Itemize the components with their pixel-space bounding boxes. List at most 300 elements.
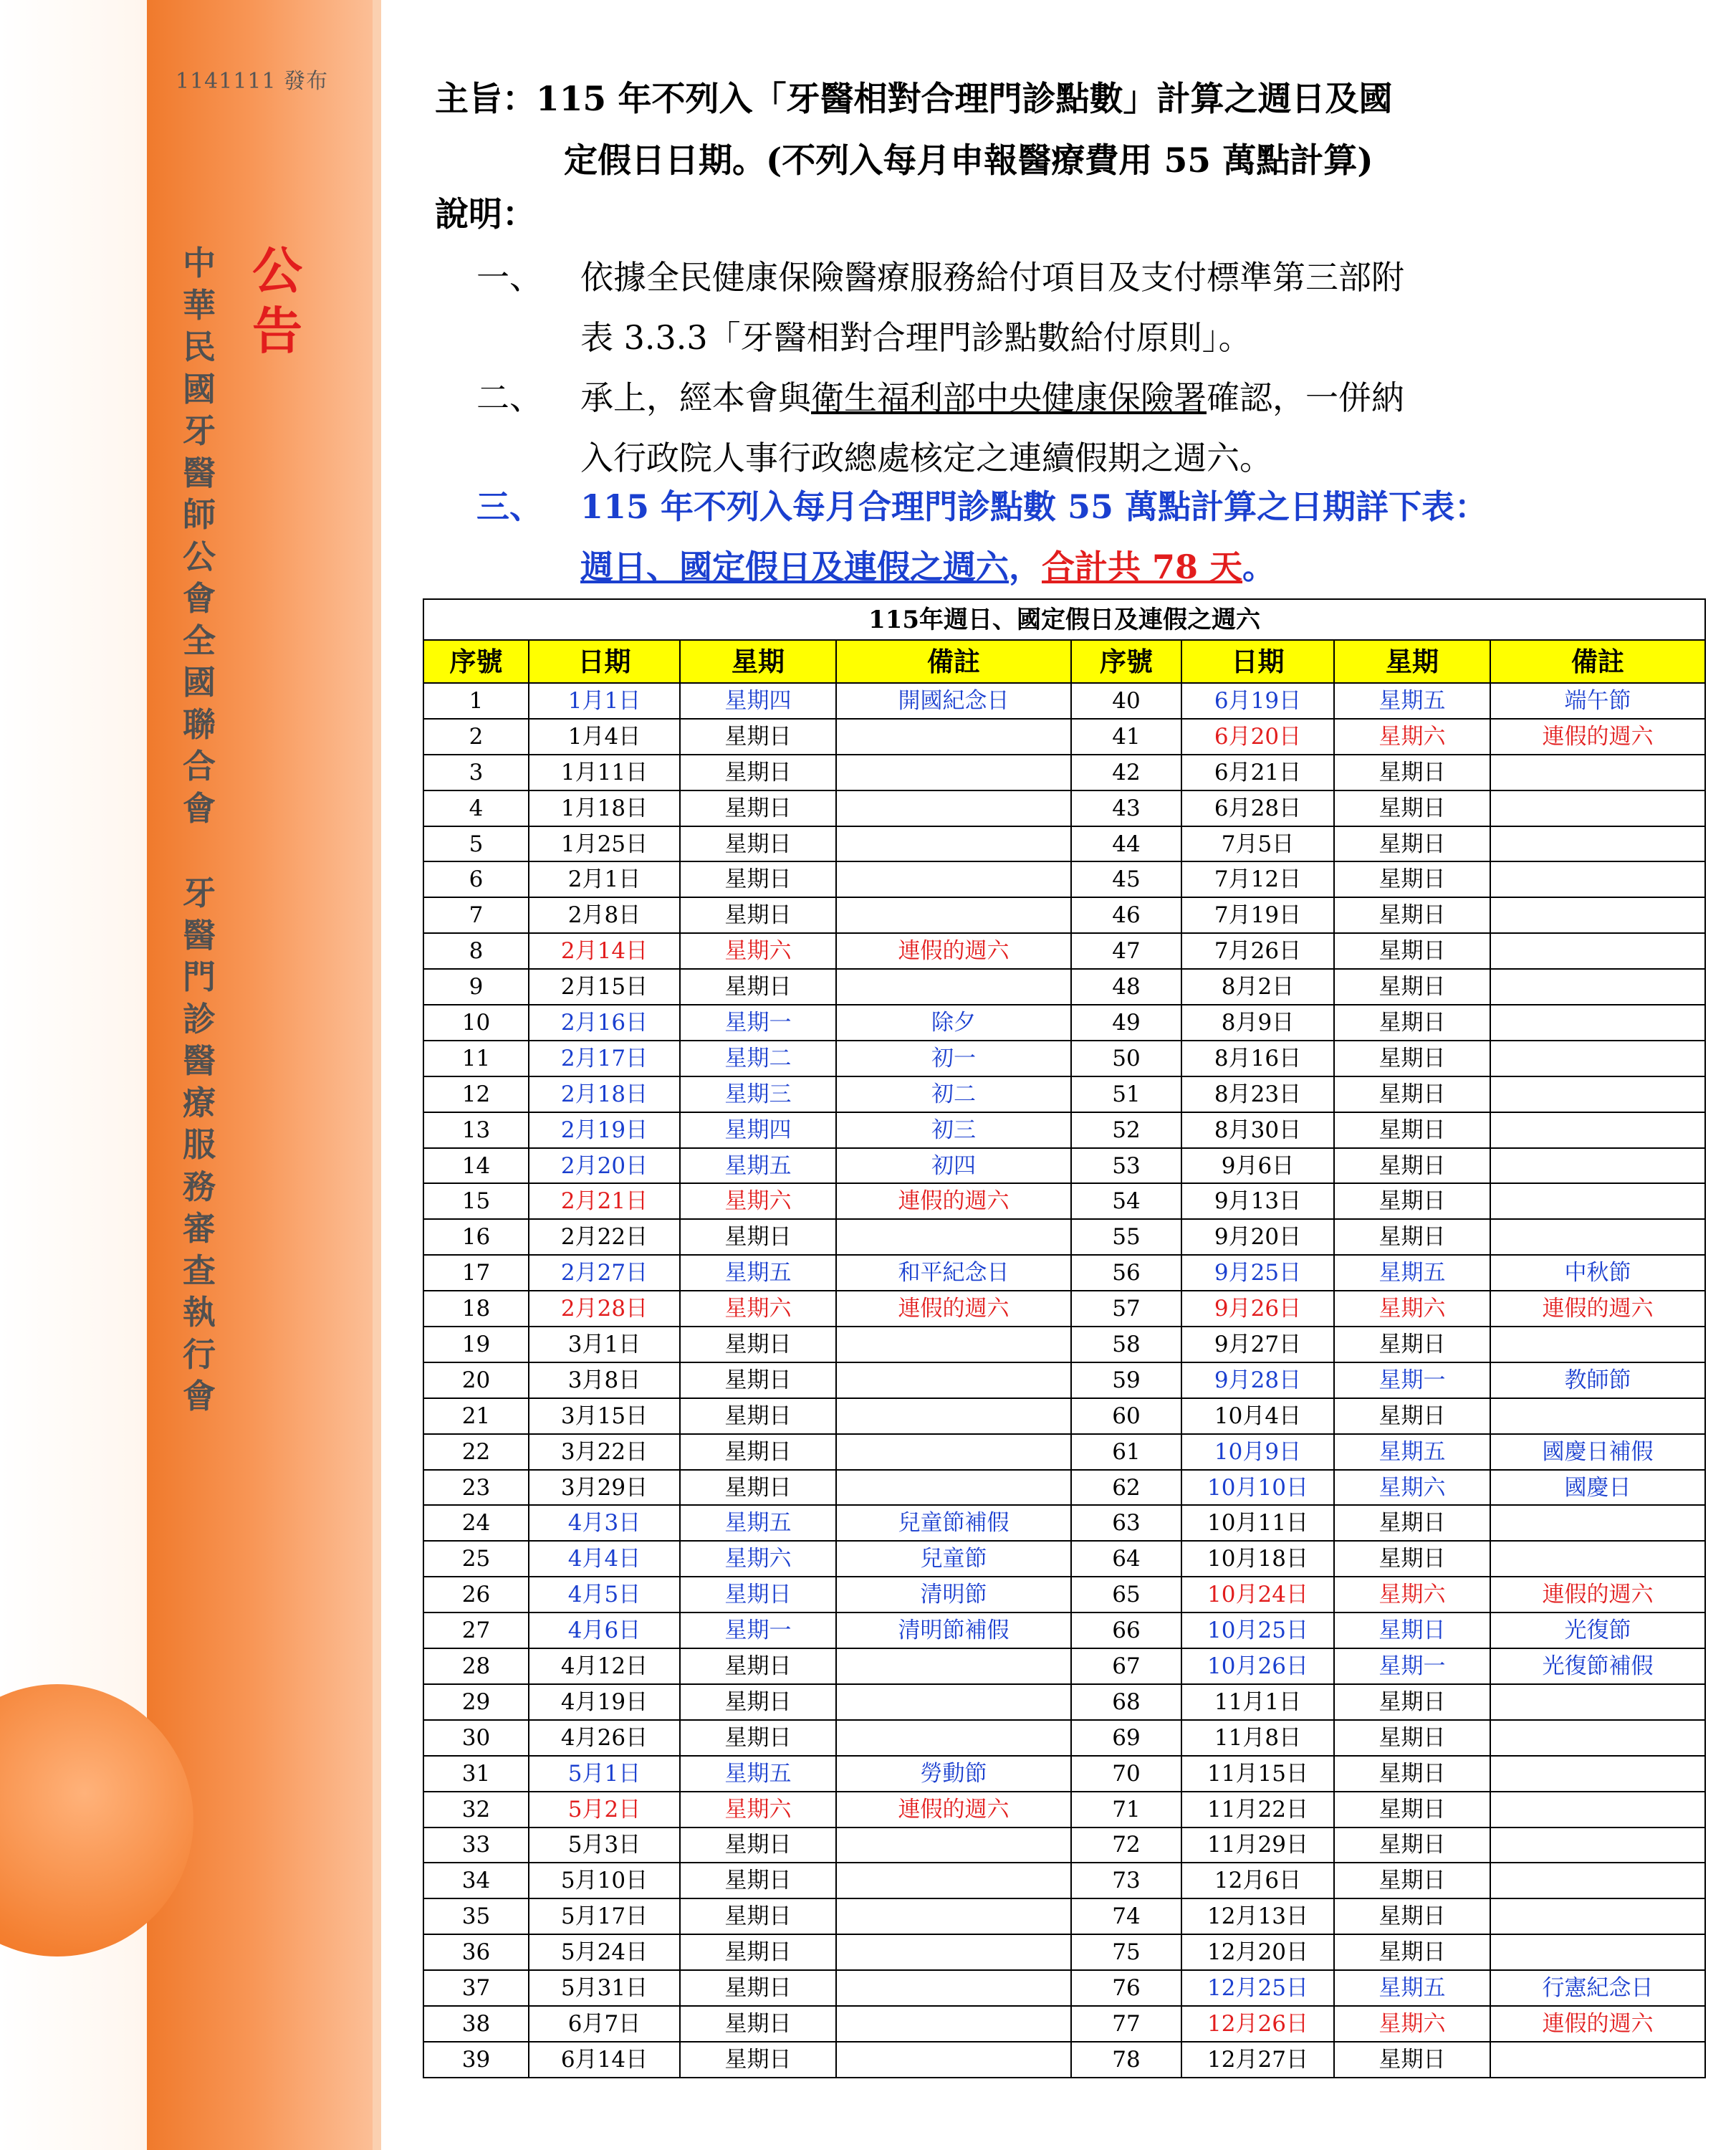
right-note-cell bbox=[1490, 790, 1705, 826]
right-note-cell bbox=[1490, 933, 1705, 969]
header-seq-right: 序號 bbox=[1071, 640, 1181, 683]
table-row bbox=[423, 719, 1705, 755]
left-date-cell: 4月3日 bbox=[529, 1505, 680, 1541]
left-date-cell: 3月22日 bbox=[529, 1434, 680, 1470]
table-row bbox=[423, 1470, 1705, 1506]
left-seq-cell: 37 bbox=[423, 1970, 529, 2006]
left-weekday-cell: 星期六 bbox=[680, 1291, 836, 1327]
right-seq-cell: 44 bbox=[1071, 826, 1181, 862]
right-weekday-cell: 星期日 bbox=[1334, 1828, 1490, 1863]
right-seq-cell: 59 bbox=[1071, 1362, 1181, 1398]
right-weekday-cell: 星期一 bbox=[1334, 1362, 1490, 1398]
right-seq-cell: 73 bbox=[1071, 1863, 1181, 1898]
header-weekday-right: 星期 bbox=[1334, 640, 1490, 683]
right-seq-cell: 52 bbox=[1071, 1112, 1181, 1148]
left-weekday-cell: 星期五 bbox=[680, 1255, 836, 1291]
right-note-cell bbox=[1490, 969, 1705, 1005]
left-seq-cell: 25 bbox=[423, 1541, 529, 1577]
right-weekday-cell: 星期日 bbox=[1334, 1505, 1490, 1541]
right-seq-cell: 74 bbox=[1071, 1898, 1181, 1934]
item-three-line-1: 115 年不列入每月合理門診點數 55 萬點計算之日期詳下表： bbox=[580, 487, 1488, 526]
right-date-cell: 9月13日 bbox=[1181, 1183, 1334, 1219]
left-seq-cell: 29 bbox=[423, 1684, 529, 1720]
left-note-cell bbox=[836, 1720, 1071, 1756]
right-weekday-cell: 星期日 bbox=[1334, 755, 1490, 790]
right-seq-cell: 40 bbox=[1071, 683, 1181, 719]
right-date-cell: 12月6日 bbox=[1181, 1863, 1334, 1898]
left-note-cell: 連假的週六 bbox=[836, 1183, 1071, 1219]
subject bbox=[435, 69, 1392, 192]
left-note-cell bbox=[836, 719, 1071, 755]
item-two-number: 二、 bbox=[476, 378, 542, 417]
right-seq-cell: 43 bbox=[1071, 790, 1181, 826]
left-date-cell: 5月3日 bbox=[529, 1828, 680, 1863]
left-date-cell: 4月12日 bbox=[529, 1648, 680, 1684]
right-date-cell: 9月27日 bbox=[1181, 1327, 1334, 1362]
left-date-cell: 5月24日 bbox=[529, 1934, 680, 1970]
right-date-cell: 12月13日 bbox=[1181, 1898, 1334, 1934]
right-note-cell bbox=[1490, 1756, 1705, 1792]
table-row bbox=[423, 1255, 1705, 1291]
left-date-cell: 2月15日 bbox=[529, 969, 680, 1005]
right-seq-cell: 46 bbox=[1071, 897, 1181, 933]
left-date-cell: 2月16日 bbox=[529, 1005, 680, 1041]
left-date-cell: 2月21日 bbox=[529, 1183, 680, 1219]
left-weekday-cell: 星期日 bbox=[680, 1934, 836, 1970]
right-note-cell bbox=[1490, 897, 1705, 933]
right-date-cell: 11月1日 bbox=[1181, 1684, 1334, 1720]
left-weekday-cell: 星期日 bbox=[680, 1720, 836, 1756]
table-row bbox=[423, 861, 1705, 897]
left-date-cell: 2月1日 bbox=[529, 861, 680, 897]
right-weekday-cell: 星期日 bbox=[1334, 1005, 1490, 1041]
left-note-cell bbox=[836, 1934, 1071, 1970]
left-date-cell: 2月20日 bbox=[529, 1148, 680, 1184]
left-note-cell: 開國紀念日 bbox=[836, 683, 1071, 719]
left-seq-cell: 30 bbox=[423, 1720, 529, 1756]
right-date-cell: 12月20日 bbox=[1181, 1934, 1334, 1970]
right-date-cell: 12月26日 bbox=[1181, 2006, 1334, 2042]
table-row bbox=[423, 1183, 1705, 1219]
left-weekday-cell: 星期六 bbox=[680, 1541, 836, 1577]
right-weekday-cell: 星期日 bbox=[1334, 1041, 1490, 1076]
left-weekday-cell: 星期日 bbox=[680, 826, 836, 862]
right-seq-cell: 57 bbox=[1071, 1291, 1181, 1327]
left-weekday-cell: 星期六 bbox=[680, 1792, 836, 1828]
table-row bbox=[423, 1434, 1705, 1470]
left-date-cell: 2月14日 bbox=[529, 933, 680, 969]
right-date-cell: 11月29日 bbox=[1181, 1828, 1334, 1863]
left-seq-cell: 6 bbox=[423, 861, 529, 897]
header-date-left: 日期 bbox=[529, 640, 680, 683]
right-note-cell bbox=[1490, 1720, 1705, 1756]
right-note-cell bbox=[1490, 1005, 1705, 1041]
right-weekday-cell: 星期日 bbox=[1334, 1076, 1490, 1112]
right-note-cell bbox=[1490, 1934, 1705, 1970]
right-date-cell: 10月25日 bbox=[1181, 1612, 1334, 1648]
right-seq-cell: 70 bbox=[1071, 1756, 1181, 1792]
right-date-cell: 8月16日 bbox=[1181, 1041, 1334, 1076]
table-row bbox=[423, 683, 1705, 719]
right-date-cell: 6月20日 bbox=[1181, 719, 1334, 755]
table-row bbox=[423, 1612, 1705, 1648]
left-seq-cell: 39 bbox=[423, 2042, 529, 2078]
announcement-title: 公告 bbox=[252, 242, 302, 360]
left-note-cell bbox=[836, 2006, 1071, 2042]
right-weekday-cell: 星期五 bbox=[1334, 1970, 1490, 2006]
right-date-cell: 10月24日 bbox=[1181, 1577, 1334, 1612]
right-date-cell: 12月27日 bbox=[1181, 2042, 1334, 2078]
table-row bbox=[423, 1505, 1705, 1541]
right-seq-cell: 55 bbox=[1071, 1219, 1181, 1255]
right-weekday-cell: 星期六 bbox=[1334, 1577, 1490, 1612]
item-two-text-c: 確認，一併納 bbox=[1207, 378, 1404, 417]
right-date-cell: 9月26日 bbox=[1181, 1291, 1334, 1327]
right-note-cell: 連假的週六 bbox=[1490, 1291, 1705, 1327]
table-row bbox=[423, 969, 1705, 1005]
subject-line-2: 定假日日期。(不列入每月申報醫療費用 55 萬點計算) bbox=[564, 141, 1373, 181]
right-note-cell: 連假的週六 bbox=[1490, 719, 1705, 755]
right-date-cell: 11月22日 bbox=[1181, 1792, 1334, 1828]
right-note-cell bbox=[1490, 1828, 1705, 1863]
right-seq-cell: 64 bbox=[1071, 1541, 1181, 1577]
item-three-text-a: 週日、國定假日及連假之週六 bbox=[580, 548, 1009, 586]
item-two-line-2: 入行政院人事行政總處核定之連續假期之週六。 bbox=[580, 439, 1272, 477]
left-date-cell: 1月25日 bbox=[529, 826, 680, 862]
left-seq-cell: 12 bbox=[423, 1076, 529, 1112]
right-weekday-cell: 星期五 bbox=[1334, 683, 1490, 719]
left-note-cell bbox=[836, 790, 1071, 826]
right-weekday-cell: 星期五 bbox=[1334, 1255, 1490, 1291]
left-weekday-cell: 星期日 bbox=[680, 1362, 836, 1398]
left-seq-cell: 11 bbox=[423, 1041, 529, 1076]
right-seq-cell: 42 bbox=[1071, 755, 1181, 790]
left-seq-cell: 28 bbox=[423, 1648, 529, 1684]
table-row bbox=[423, 897, 1705, 933]
right-seq-cell: 72 bbox=[1071, 1828, 1181, 1863]
left-date-cell: 2月19日 bbox=[529, 1112, 680, 1148]
table-row bbox=[423, 1005, 1705, 1041]
table-row bbox=[423, 790, 1705, 826]
table-row bbox=[423, 1756, 1705, 1792]
right-date-cell: 9月20日 bbox=[1181, 1219, 1334, 1255]
right-date-cell: 10月9日 bbox=[1181, 1434, 1334, 1470]
left-weekday-cell: 星期一 bbox=[680, 1612, 836, 1648]
left-note-cell bbox=[836, 1362, 1071, 1398]
header-note-left: 備註 bbox=[836, 640, 1071, 683]
table-row bbox=[423, 1684, 1705, 1720]
right-seq-cell: 75 bbox=[1071, 1934, 1181, 1970]
left-note-cell: 勞動節 bbox=[836, 1756, 1071, 1792]
left-weekday-cell: 星期日 bbox=[680, 969, 836, 1005]
left-seq-cell: 3 bbox=[423, 755, 529, 790]
left-date-cell: 5月2日 bbox=[529, 1792, 680, 1828]
left-note-cell bbox=[836, 897, 1071, 933]
right-weekday-cell: 星期日 bbox=[1334, 1148, 1490, 1184]
left-seq-cell: 26 bbox=[423, 1577, 529, 1612]
right-seq-cell: 78 bbox=[1071, 2042, 1181, 2078]
left-seq-cell: 32 bbox=[423, 1792, 529, 1828]
left-weekday-cell: 星期日 bbox=[680, 1863, 836, 1898]
right-date-cell: 10月18日 bbox=[1181, 1541, 1334, 1577]
left-weekday-cell: 星期五 bbox=[680, 1756, 836, 1792]
left-weekday-cell: 星期日 bbox=[680, 1434, 836, 1470]
right-seq-cell: 71 bbox=[1071, 1792, 1181, 1828]
right-date-cell: 6月21日 bbox=[1181, 755, 1334, 790]
right-weekday-cell: 星期日 bbox=[1334, 1898, 1490, 1934]
left-date-cell: 6月14日 bbox=[529, 2042, 680, 2078]
right-note-cell: 連假的週六 bbox=[1490, 2006, 1705, 2042]
left-weekday-cell: 星期五 bbox=[680, 1148, 836, 1184]
left-date-cell: 3月29日 bbox=[529, 1470, 680, 1506]
table-row bbox=[423, 1076, 1705, 1112]
item-two-line-1 bbox=[580, 368, 1404, 428]
right-seq-cell: 65 bbox=[1071, 1577, 1181, 1612]
right-date-cell: 9月25日 bbox=[1181, 1255, 1334, 1291]
right-date-cell: 8月9日 bbox=[1181, 1005, 1334, 1041]
right-weekday-cell: 星期日 bbox=[1334, 826, 1490, 862]
left-weekday-cell: 星期三 bbox=[680, 1076, 836, 1112]
left-note-cell: 初一 bbox=[836, 1041, 1071, 1076]
left-weekday-cell: 星期日 bbox=[680, 897, 836, 933]
left-note-cell: 除夕 bbox=[836, 1005, 1071, 1041]
left-seq-cell: 15 bbox=[423, 1183, 529, 1219]
left-note-cell: 連假的週六 bbox=[836, 1291, 1071, 1327]
right-note-cell: 中秋節 bbox=[1490, 1255, 1705, 1291]
right-seq-cell: 63 bbox=[1071, 1505, 1181, 1541]
right-date-cell: 6月19日 bbox=[1181, 683, 1334, 719]
right-weekday-cell: 星期日 bbox=[1334, 1792, 1490, 1828]
right-note-cell bbox=[1490, 1219, 1705, 1255]
left-seq-cell: 38 bbox=[423, 2006, 529, 2042]
left-seq-cell: 21 bbox=[423, 1398, 529, 1434]
right-note-cell: 教師節 bbox=[1490, 1362, 1705, 1398]
left-seq-cell: 34 bbox=[423, 1863, 529, 1898]
left-note-cell bbox=[836, 1327, 1071, 1362]
right-date-cell: 7月26日 bbox=[1181, 933, 1334, 969]
left-note-cell: 初四 bbox=[836, 1148, 1071, 1184]
right-note-cell: 光復節 bbox=[1490, 1612, 1705, 1648]
right-note-cell bbox=[1490, 1505, 1705, 1541]
left-note-cell: 連假的週六 bbox=[836, 1792, 1071, 1828]
right-weekday-cell: 星期日 bbox=[1334, 1398, 1490, 1434]
right-weekday-cell: 星期一 bbox=[1334, 1648, 1490, 1684]
right-date-cell: 10月4日 bbox=[1181, 1398, 1334, 1434]
left-date-cell: 4月4日 bbox=[529, 1541, 680, 1577]
left-note-cell bbox=[836, 1970, 1071, 2006]
left-date-cell: 1月4日 bbox=[529, 719, 680, 755]
left-note-cell bbox=[836, 826, 1071, 862]
left-note-cell bbox=[836, 1898, 1071, 1934]
left-seq-cell: 9 bbox=[423, 969, 529, 1005]
right-date-cell: 10月10日 bbox=[1181, 1470, 1334, 1506]
left-weekday-cell: 星期一 bbox=[680, 1005, 836, 1041]
right-seq-cell: 48 bbox=[1071, 969, 1181, 1005]
org-line-2: 牙醫門診醫療服務審查執行會 bbox=[183, 874, 216, 1415]
left-weekday-cell: 星期五 bbox=[680, 1505, 836, 1541]
right-weekday-cell: 星期日 bbox=[1334, 861, 1490, 897]
right-weekday-cell: 星期日 bbox=[1334, 1219, 1490, 1255]
right-date-cell: 9月28日 bbox=[1181, 1362, 1334, 1398]
right-date-cell: 7月5日 bbox=[1181, 826, 1334, 862]
right-seq-cell: 56 bbox=[1071, 1255, 1181, 1291]
left-weekday-cell: 星期日 bbox=[680, 1898, 836, 1934]
right-weekday-cell: 星期六 bbox=[1334, 2006, 1490, 2042]
right-weekday-cell: 星期日 bbox=[1334, 1612, 1490, 1648]
right-weekday-cell: 星期六 bbox=[1334, 1291, 1490, 1327]
right-weekday-cell: 星期日 bbox=[1334, 1541, 1490, 1577]
left-weekday-cell: 星期四 bbox=[680, 683, 836, 719]
table-row bbox=[423, 1327, 1705, 1362]
right-seq-cell: 69 bbox=[1071, 1720, 1181, 1756]
left-date-cell: 4月19日 bbox=[529, 1684, 680, 1720]
right-date-cell: 8月2日 bbox=[1181, 969, 1334, 1005]
item-three-total: 合計共 78 天 bbox=[1042, 548, 1243, 586]
right-seq-cell: 47 bbox=[1071, 933, 1181, 969]
band-edge bbox=[373, 0, 381, 2150]
left-weekday-cell: 星期日 bbox=[680, 1470, 836, 1506]
right-note-cell bbox=[1490, 1327, 1705, 1362]
right-note-cell: 端午節 bbox=[1490, 683, 1705, 719]
right-weekday-cell: 星期日 bbox=[1334, 790, 1490, 826]
table-row bbox=[423, 1148, 1705, 1184]
left-note-cell bbox=[836, 861, 1071, 897]
table-row bbox=[423, 1291, 1705, 1327]
right-seq-cell: 45 bbox=[1071, 861, 1181, 897]
right-seq-cell: 62 bbox=[1071, 1470, 1181, 1506]
left-note-cell: 和平紀念日 bbox=[836, 1255, 1071, 1291]
left-seq-cell: 20 bbox=[423, 1362, 529, 1398]
left-date-cell: 4月5日 bbox=[529, 1577, 680, 1612]
right-seq-cell: 54 bbox=[1071, 1183, 1181, 1219]
left-date-cell: 1月11日 bbox=[529, 755, 680, 790]
left-seq-cell: 23 bbox=[423, 1470, 529, 1506]
table-row bbox=[423, 2006, 1705, 2042]
explain-label: 說明： bbox=[435, 195, 536, 234]
table-row bbox=[423, 826, 1705, 862]
left-note-cell: 兒童節 bbox=[836, 1541, 1071, 1577]
left-date-cell: 2月17日 bbox=[529, 1041, 680, 1076]
holiday-table bbox=[423, 598, 1706, 2078]
table-row bbox=[423, 1828, 1705, 1863]
left-seq-cell: 19 bbox=[423, 1327, 529, 1362]
left-note-cell bbox=[836, 1648, 1071, 1684]
right-weekday-cell: 星期日 bbox=[1334, 969, 1490, 1005]
table-row bbox=[423, 1792, 1705, 1828]
left-date-cell: 3月8日 bbox=[529, 1362, 680, 1398]
left-note-cell bbox=[836, 1219, 1071, 1255]
left-note-cell: 清明節補假 bbox=[836, 1612, 1071, 1648]
right-date-cell: 10月26日 bbox=[1181, 1648, 1334, 1684]
right-date-cell: 11月15日 bbox=[1181, 1756, 1334, 1792]
left-seq-cell: 4 bbox=[423, 790, 529, 826]
left-weekday-cell: 星期日 bbox=[680, 1398, 836, 1434]
left-note-cell bbox=[836, 1684, 1071, 1720]
left-seq-cell: 33 bbox=[423, 1828, 529, 1863]
left-weekday-cell: 星期日 bbox=[680, 2042, 836, 2078]
left-date-cell: 2月22日 bbox=[529, 1219, 680, 1255]
table-row bbox=[423, 933, 1705, 969]
right-seq-cell: 61 bbox=[1071, 1434, 1181, 1470]
left-note-cell bbox=[836, 755, 1071, 790]
left-weekday-cell: 星期日 bbox=[680, 1577, 836, 1612]
left-note-cell bbox=[836, 2042, 1071, 2078]
right-seq-cell: 50 bbox=[1071, 1041, 1181, 1076]
right-note-cell bbox=[1490, 1792, 1705, 1828]
left-date-cell: 4月26日 bbox=[529, 1720, 680, 1756]
left-note-cell: 初二 bbox=[836, 1076, 1071, 1112]
table-row bbox=[423, 755, 1705, 790]
left-weekday-cell: 星期日 bbox=[680, 1828, 836, 1863]
right-weekday-cell: 星期日 bbox=[1334, 1327, 1490, 1362]
right-weekday-cell: 星期日 bbox=[1334, 933, 1490, 969]
left-seq-cell: 27 bbox=[423, 1612, 529, 1648]
right-seq-cell: 68 bbox=[1071, 1684, 1181, 1720]
right-date-cell: 6月28日 bbox=[1181, 790, 1334, 826]
right-weekday-cell: 星期日 bbox=[1334, 1720, 1490, 1756]
right-note-cell bbox=[1490, 1041, 1705, 1076]
table-caption: 115年週日、國定假日及連假之週六 bbox=[423, 599, 1705, 640]
left-seq-cell: 7 bbox=[423, 897, 529, 933]
right-note-cell bbox=[1490, 755, 1705, 790]
left-seq-cell: 31 bbox=[423, 1756, 529, 1792]
left-date-cell: 2月8日 bbox=[529, 897, 680, 933]
right-note-cell bbox=[1490, 1112, 1705, 1148]
right-seq-cell: 76 bbox=[1071, 1970, 1181, 2006]
right-date-cell: 10月11日 bbox=[1181, 1505, 1334, 1541]
right-weekday-cell: 星期日 bbox=[1334, 1934, 1490, 1970]
right-date-cell: 8月30日 bbox=[1181, 1112, 1334, 1148]
left-date-cell: 6月7日 bbox=[529, 2006, 680, 2042]
left-weekday-cell: 星期二 bbox=[680, 1041, 836, 1076]
table-row bbox=[423, 1898, 1705, 1934]
right-date-cell: 7月12日 bbox=[1181, 861, 1334, 897]
publish-note: 1141111 發布 bbox=[176, 69, 329, 94]
right-note-cell bbox=[1490, 1076, 1705, 1112]
left-weekday-cell: 星期六 bbox=[680, 1183, 836, 1219]
right-date-cell: 7月19日 bbox=[1181, 897, 1334, 933]
right-note-cell bbox=[1490, 1684, 1705, 1720]
left-note-cell bbox=[836, 1470, 1071, 1506]
left-seq-cell: 35 bbox=[423, 1898, 529, 1934]
right-note-cell bbox=[1490, 1898, 1705, 1934]
right-seq-cell: 51 bbox=[1071, 1076, 1181, 1112]
right-date-cell: 12月25日 bbox=[1181, 1970, 1334, 2006]
left-date-cell: 1月18日 bbox=[529, 790, 680, 826]
left-date-cell: 5月31日 bbox=[529, 1970, 680, 2006]
right-seq-cell: 60 bbox=[1071, 1398, 1181, 1434]
right-date-cell: 11月8日 bbox=[1181, 1720, 1334, 1756]
right-note-cell bbox=[1490, 826, 1705, 862]
left-seq-cell: 22 bbox=[423, 1434, 529, 1470]
table-row bbox=[423, 1398, 1705, 1434]
item-three-line-2 bbox=[580, 537, 1275, 597]
left-date-cell: 5月1日 bbox=[529, 1756, 680, 1792]
right-date-cell: 8月23日 bbox=[1181, 1076, 1334, 1112]
table-row bbox=[423, 1970, 1705, 2006]
left-weekday-cell: 星期日 bbox=[680, 1219, 836, 1255]
left-seq-cell: 16 bbox=[423, 1219, 529, 1255]
table-row bbox=[423, 1541, 1705, 1577]
left-date-cell: 2月28日 bbox=[529, 1291, 680, 1327]
right-date-cell: 9月6日 bbox=[1181, 1148, 1334, 1184]
table-row bbox=[423, 1041, 1705, 1076]
table-row bbox=[423, 1577, 1705, 1612]
right-weekday-cell: 星期日 bbox=[1334, 897, 1490, 933]
left-weekday-cell: 星期日 bbox=[680, 790, 836, 826]
item-one-line-1: 依據全民健康保險醫療服務給付項目及支付標準第三部附 bbox=[580, 258, 1404, 297]
left-seq-cell: 10 bbox=[423, 1005, 529, 1041]
